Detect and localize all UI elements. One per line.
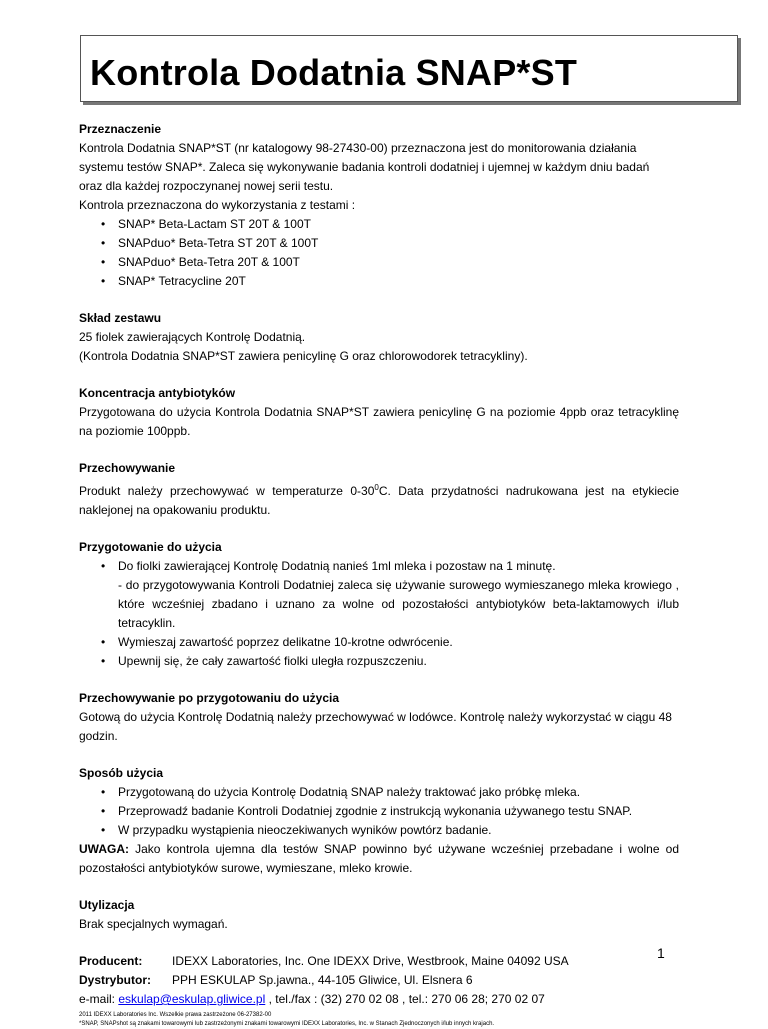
section-heading: Koncentracja antybiotyków: [79, 386, 236, 400]
trademark-note: *SNAP, SNAPshot są znakami towarowymi lub zastrzeżonymi znakami towarowymi IDEXX Laboratories, Inc. w Stanach Zjednoczonych i/lub innych krajach.: [79, 1021, 495, 1027]
warning-label: UWAGA:: [79, 842, 129, 856]
section-heading: Przygotowanie do użycia: [79, 540, 222, 554]
paragraph-line: 25 fiolek zawierających Kontrolę Dodatnią.: [79, 330, 306, 344]
list-item: • Upewnij się, że cały zawartość fiolki uległa rozpuszczeniu.: [79, 652, 679, 671]
list-item: • Przygotowaną do użycia Kontrolę Dodatnią SNAP należy traktować jako próbkę mleka.: [79, 783, 679, 802]
list-item: • SNAP* Tetracycline 20T: [79, 272, 679, 291]
step-subtext: - do przygotowywania Kontroli Dodatniej zaleca się używanie surowego wymieszanego mleka krowiego , które wcześniej zbadano i uznano za wolne od pozostałości antybiotyków beta-laktamowych i/lub tetracyklin.: [118, 578, 679, 630]
paragraph-line: Kontrola Dodatnia SNAP*ST (nr katalogowy 98-27430-00) przeznaczona jest do monitorowania działania: [79, 141, 637, 155]
paragraph: Przygotowana do użycia Kontrola Dodatnia SNAP*ST zawiera penicylinę G na poziomie 4ppb oraz tetracyklinę na poziomie 100ppb.: [79, 405, 679, 438]
email-link[interactable]: eskulap@eskulap.gliwice.pl: [118, 992, 266, 1006]
producent-line: [79, 952, 679, 971]
section-sposob: [79, 764, 679, 878]
paragraph-line: (Kontrola Dodatnia SNAP*ST zawiera penicylinę G oraz chlorowodorek tetracykliny).: [79, 349, 528, 363]
list-item: • SNAPduo* Beta-Tetra 20T & 100T: [79, 253, 679, 272]
section-heading: Przeznaczenie: [79, 122, 162, 136]
section-przechowywanie: [79, 459, 679, 520]
paragraph-line: oraz dla każdej rozpoczynanej nowej serii testu.: [79, 179, 334, 193]
section-heading: Przechowywanie: [79, 461, 176, 475]
paragraph-line: systemu testów SNAP*. Zaleca się wykonywanie badania kontroli dodatniej i ujemnej w każdym dniu badań: [79, 160, 650, 174]
text-part: Produkt należy przechowywać w temperaturze 0-30: [79, 484, 375, 498]
page-number: 1: [657, 945, 665, 961]
list-item: [79, 557, 679, 633]
dystrybutor-value: PPH ESKULAP Sp.jawna., 44-105 Gliwice, Ul. Elsnera 6: [172, 973, 473, 987]
paragraph-line: Kontrola przeznaczona do wykorzystania z testami :: [79, 198, 356, 212]
section-heading: Utylizacja: [79, 898, 135, 912]
document-body: [79, 120, 679, 1029]
degree-sup: 0: [374, 483, 379, 492]
section-heading: Przechowywanie po przygotowaniu do użycia: [79, 691, 340, 705]
list-item: • SNAP* Beta-Lactam ST 20T & 100T: [79, 215, 679, 234]
copyright-note: 2011 IDEXX Laboratories Inc. Wszelkie prawa zastrzeżone 06-27382-00: [79, 1012, 272, 1018]
list-item: • W przypadku wystąpienia nieoczekiwanych wyników powtórz badanie.: [79, 821, 679, 840]
paragraph: Brak specjalnych wymagań.: [79, 917, 228, 931]
footer: [79, 952, 679, 1029]
contact-line: [79, 990, 679, 1009]
section-heading: Sposób użycia: [79, 766, 164, 780]
email-label: e-mail:: [79, 992, 119, 1006]
producent-value: IDEXX Laboratories, Inc. One IDEXX Drive, Westbrook, Maine 04092 USA: [172, 954, 569, 968]
producent-label: Producent:: [79, 954, 143, 968]
section-heading: Skład zestawu: [79, 311, 162, 325]
list-item: • Wymieszaj zawartość poprzez delikatne 10-krotne odwrócenie.: [79, 633, 679, 652]
text-part: C. Data przydatności nadrukowana jest na etykiecie naklejonej na opakowaniu produktu.: [79, 484, 679, 517]
steps-list: [79, 557, 679, 671]
section-przeznaczenie: [79, 120, 679, 291]
paragraph: [79, 478, 679, 520]
dystrybutor-label: Dystrybutor:: [79, 973, 152, 987]
warning-text: Jako kontrola ujemna dla testów SNAP powinno być używane wcześniej przebadane i wolne od pozostałości antybiotyków surowe, wymieszane, mleko krowie.: [79, 842, 679, 875]
title-box: [80, 35, 738, 102]
section-utylizacja: [79, 896, 679, 934]
paragraph: Gotową do użycia Kontrolę Dodatnią należy przechowywać w lodówce. Kontrolę należy wykorzystać w ciągu 48 godzin.: [79, 710, 672, 743]
dystrybutor-line: [79, 971, 679, 990]
list-item: • Przeprowadź badanie Kontroli Dodatniej zgodnie z instrukcją wykonania używanego testu SNAP.: [79, 802, 679, 821]
list-item: • SNAPduo* Beta-Tetra ST 20T & 100T: [79, 234, 679, 253]
step-text: Do fiolki zawierającej Kontrolę Dodatnią nanieś 1ml mleka i pozostaw na 1 minutę.: [118, 559, 556, 573]
document-title: Kontrola Dodatnia SNAP*ST: [90, 52, 578, 93]
section-koncentracja: [79, 384, 679, 441]
contact-phones: , tel./fax : (32) 270 02 08 , tel.: 270 06 28; 270 02 07: [265, 992, 545, 1006]
section-sklad: [79, 309, 679, 366]
warning-note: [79, 840, 679, 878]
section-po-przygotowaniu: [79, 689, 679, 746]
test-list: [79, 215, 679, 291]
section-przygotowanie: [79, 538, 679, 671]
usage-list: [79, 783, 679, 840]
